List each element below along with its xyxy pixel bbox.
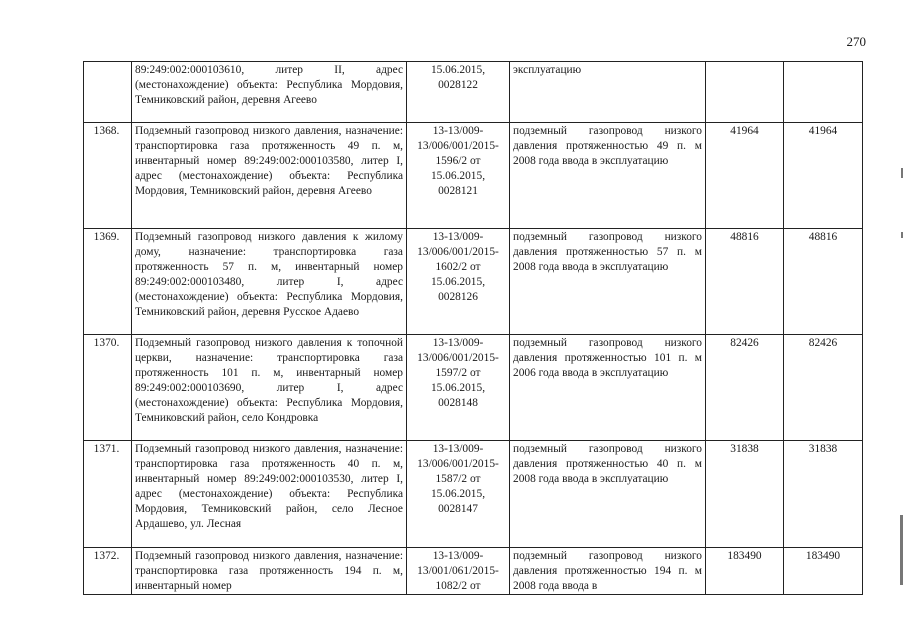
residual-value: [784, 62, 863, 123]
object-characteristics: подземный газопровод низкого давления протяженностью 57 п. м 2008 года ввода в эксплуатацию: [510, 229, 706, 335]
row-number: 1370.: [84, 335, 132, 441]
balance-value: 31838: [706, 441, 784, 548]
registration-record: 13-13/009- 13/006/001/2015- 1602/2 от 15.06.2015, 0028126: [407, 229, 510, 335]
object-description: Подземный газопровод низкого давления, назначение: транспортировка газа протяженность 194 п. м, инвентарный номер: [132, 548, 407, 595]
registration-record: 13-13/009- 13/006/001/2015- 1587/2 от 15.06.2015, 0028147: [407, 441, 510, 548]
registration-record: 13-13/009- 13/006/001/2015- 1596/2 от 15.06.2015, 0028121: [407, 123, 510, 229]
table-row: [84, 229, 863, 335]
residual-value: 48816: [784, 229, 863, 335]
residual-value: 31838: [784, 441, 863, 548]
balance-value: 82426: [706, 335, 784, 441]
object-characteristics: подземный газопровод низкого давления протяженностью 101 п. м 2006 года ввода в эксплуатацию: [510, 335, 706, 441]
residual-value: 41964: [784, 123, 863, 229]
page-number: 270: [846, 34, 866, 49]
registration-record: 13-13/009- 13/001/061/2015- 1082/2 от: [407, 548, 510, 595]
row-number: 1371.: [84, 441, 132, 548]
balance-value: 183490: [706, 548, 784, 595]
table-row: [84, 548, 863, 595]
scan-edge-mark: [900, 515, 903, 585]
residual-value: 183490: [784, 548, 863, 595]
balance-value: 41964: [706, 123, 784, 229]
table-row: [84, 441, 863, 548]
row-number: 1372.: [84, 548, 132, 595]
registry-table: [83, 61, 863, 595]
object-characteristics: подземный газопровод низкого давления протяженностью 194 п. м 2008 года ввода в: [510, 548, 706, 595]
scan-edge-mark: [901, 168, 903, 178]
table-row: [84, 123, 863, 229]
scan-edge-mark: [901, 232, 903, 238]
object-description: 89:249:002:000103610, литер II, адрес (местонахождение) объекта: Республика Мордовия, Темниковский район, деревня Агеево: [132, 62, 407, 123]
table-row: [84, 335, 863, 441]
row-number: [84, 62, 132, 123]
object-description: Подземный газопровод низкого давления к жилому дому, назначение: транспортировка газа протяженность 57 п. м, инвентарный номер 89:249:002:000103480, литер I, адрес (местонахождение) объекта: Республика Мордовия, Темниковский район, деревня Русское Адаево: [132, 229, 407, 335]
row-number: 1369.: [84, 229, 132, 335]
object-characteristics: эксплуатацию: [510, 62, 706, 123]
registration-record: 15.06.2015, 0028122: [407, 62, 510, 123]
residual-value: 82426: [784, 335, 863, 441]
object-characteristics: подземный газопровод низкого давления протяженностью 40 п. м 2008 года ввода в эксплуатацию: [510, 441, 706, 548]
row-number: 1368.: [84, 123, 132, 229]
object-description: Подземный газопровод низкого давления, назначение: транспортировка газа протяженность 40 п. м, инвентарный номер 89:249:002:000103530, литер I, адрес (местонахождение) объекта: Республика Мордовия, Темниковский район, село Лесное Ардашево, ул. Лесная: [132, 441, 407, 548]
table-row: [84, 62, 863, 123]
registration-record: 13-13/009- 13/006/001/2015- 1597/2 от 15.06.2015, 0028148: [407, 335, 510, 441]
object-description: Подземный газопровод низкого давления к топочной церкви, назначение: транспортировка газа протяженность 101 п. м, инвентарный номер 89:249:002:000103690, литер I, адрес (местонахождение) объекта: Республика Мордовия, Темниковский район, село Кондровка: [132, 335, 407, 441]
object-characteristics: подземный газопровод низкого давления протяженностью 49 п. м 2008 года ввода в эксплуатацию: [510, 123, 706, 229]
balance-value: 48816: [706, 229, 784, 335]
object-description: Подземный газопровод низкого давления, назначение: транспортировка газа протяженность 49 п. м, инвентарный номер 89:249:002:000103580, литер I, адрес (местонахождение) объекта: Республика Мордовия, Темниковский район, деревня Агеево: [132, 123, 407, 229]
balance-value: [706, 62, 784, 123]
